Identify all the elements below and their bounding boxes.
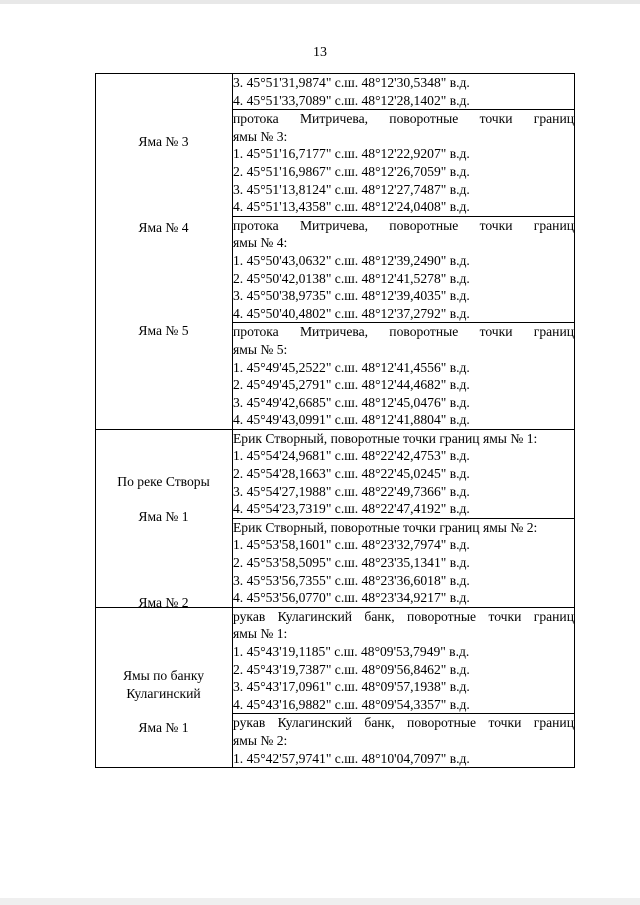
scan-edge-top bbox=[0, 0, 640, 4]
coordinate-point: 3. 45°51'31,9874" с.ш. 48°12'30,5348" в.д. bbox=[233, 75, 470, 90]
cell-heading-line: ямы № 1: bbox=[233, 626, 288, 642]
coordinate-point: 2. 45°43'19,7387" с.ш. 48°09'56,8462" в.д. bbox=[233, 661, 470, 677]
coords-cell bbox=[233, 429, 575, 518]
label-kulaginsky: Кулагинский bbox=[126, 686, 201, 701]
cell-heading-line: Ерик Створный, поворотные точки границ ямы № 2: bbox=[233, 519, 538, 535]
coordinate-point: 3. 45°43'17,0961" с.ш. 48°09'57,1938" в.д. bbox=[233, 679, 470, 695]
coordinate-point: 1. 45°42'57,9741" с.ш. 48°10'04,7097" в.д. bbox=[233, 750, 470, 766]
coordinate-point: 1. 45°49'45,2522" с.ш. 48°12'41,4556" в.д. bbox=[233, 359, 470, 375]
left-label-cell bbox=[96, 74, 233, 430]
cell-heading bbox=[233, 323, 574, 358]
cell-heading-line: ямы № 5: bbox=[233, 341, 288, 357]
scan-edge-bottom bbox=[0, 898, 640, 905]
coords-cell bbox=[233, 714, 575, 768]
label-yamy-po-banku: Ямы по банку bbox=[122, 668, 205, 683]
cell-heading bbox=[233, 430, 574, 448]
coordinate-point: 3. 45°51'13,8124" с.ш. 48°12'27,7487" в.д. bbox=[233, 181, 470, 197]
cell-heading bbox=[233, 110, 574, 145]
page-number: 13 bbox=[313, 45, 327, 60]
coordinate-point: 1. 45°53'58,1601" с.ш. 48°23'32,7974" в.д. bbox=[233, 537, 470, 553]
coordinate-point: 1. 45°54'24,9681" с.ш. 48°22'42,4753" в.д. bbox=[233, 448, 470, 464]
cell-heading bbox=[233, 608, 574, 643]
coordinate-point: 4. 45°49'43,0991" с.ш. 48°12'41,8804" в.д. bbox=[233, 412, 470, 428]
coords-cell bbox=[233, 607, 575, 714]
label-yama-3: Яма № 3 bbox=[138, 134, 189, 149]
coordinates-table bbox=[95, 73, 575, 768]
coordinate-point: 3. 45°50'38,9735" с.ш. 48°12'39,4035" в.д. bbox=[233, 288, 470, 304]
table-row bbox=[96, 74, 575, 110]
cell-heading-line: протока Митричева, поворотные точки границ bbox=[233, 111, 574, 127]
cell-heading-line: ямы № 2: bbox=[233, 732, 288, 748]
coordinate-point: 3. 45°53'56,7355" с.ш. 48°23'36,6018" в.д. bbox=[233, 572, 470, 588]
coordinate-point: 4. 45°53'56,0770" с.ш. 48°23'34,9217" в.д. bbox=[233, 590, 470, 606]
coordinate-point: 1. 45°50'43,0632" с.ш. 48°12'39,2490" в.д. bbox=[233, 252, 470, 268]
coordinate-point: 3. 45°49'42,6685" с.ш. 48°12'45,0476" в.д. bbox=[233, 394, 470, 410]
coordinate-point: 3. 45°54'27,1988" с.ш. 48°22'49,7366" в.д. bbox=[233, 483, 470, 499]
cell-heading bbox=[233, 217, 574, 252]
label-yama-5: Яма № 5 bbox=[138, 323, 189, 338]
coordinate-point: 1. 45°43'19,1185" с.ш. 48°09'53,7949" в.д. bbox=[233, 644, 470, 659]
cell-heading-line: рукав Кулагинский банк, поворотные точки границ bbox=[233, 608, 574, 624]
coords-cell bbox=[233, 74, 575, 110]
cell-heading-line: протока Митричева, поворотные точки границ bbox=[233, 324, 574, 340]
coordinate-point: 2. 45°49'45,2791" с.ш. 48°12'44,4682" в.д. bbox=[233, 377, 470, 393]
label-kulaginsky-yama-1: Яма № 1 bbox=[138, 720, 189, 735]
coordinate-point: 2. 45°54'28,1663" с.ш. 48°22'45,0245" в.д. bbox=[233, 466, 470, 482]
coordinate-point: 4. 45°51'13,4358" с.ш. 48°12'24,0408" в.д. bbox=[233, 199, 470, 215]
cell-heading-line: Ерик Створный, поворотные точки границ ямы № 1: bbox=[233, 430, 538, 446]
coordinate-point: 1. 45°51'16,7177" с.ш. 48°12'22,9207" в.д. bbox=[233, 146, 470, 162]
cell-heading-line: протока Митричева, поворотные точки границ bbox=[233, 217, 574, 233]
coords-cell bbox=[233, 110, 575, 217]
cell-heading-line: рукав Кулагинский банк, поворотные точки границ bbox=[233, 715, 574, 731]
coords-cell bbox=[233, 323, 575, 430]
coordinate-point: 4. 45°51'33,7089" с.ш. 48°12'28,1402" в.д. bbox=[233, 92, 470, 108]
cell-heading bbox=[233, 519, 574, 537]
label-stvory-yama-1: Яма № 1 bbox=[138, 509, 189, 524]
cell-heading-line: ямы № 3: bbox=[233, 128, 288, 144]
coordinate-point: 4. 45°50'40,4802" с.ш. 48°12'37,2792" в.д. bbox=[233, 305, 470, 321]
cell-heading bbox=[233, 714, 574, 749]
coordinate-point: 2. 45°51'16,9867" с.ш. 48°12'26,7059" в.д. bbox=[233, 163, 470, 179]
coordinate-point: 4. 45°43'16,9882" с.ш. 48°09'54,3357" в.д. bbox=[233, 696, 470, 712]
coordinate-point: 4. 45°54'23,7319" с.ш. 48°22'47,4192" в.д. bbox=[233, 501, 470, 517]
coordinate-point: 2. 45°50'42,0138" с.ш. 48°12'41,5278" в.д. bbox=[233, 270, 470, 286]
label-yama-4: Яма № 4 bbox=[138, 220, 189, 235]
label-river-stvory: По реке Створы bbox=[117, 474, 210, 489]
coordinate-point: 2. 45°53'58,5095" с.ш. 48°23'35,1341" в.д. bbox=[233, 555, 470, 571]
coords-cell bbox=[233, 216, 575, 323]
cell-heading-line: ямы № 4: bbox=[233, 235, 288, 251]
coords-cell bbox=[233, 518, 575, 607]
label-stvory-yama-2: Яма № 2 bbox=[138, 595, 189, 610]
